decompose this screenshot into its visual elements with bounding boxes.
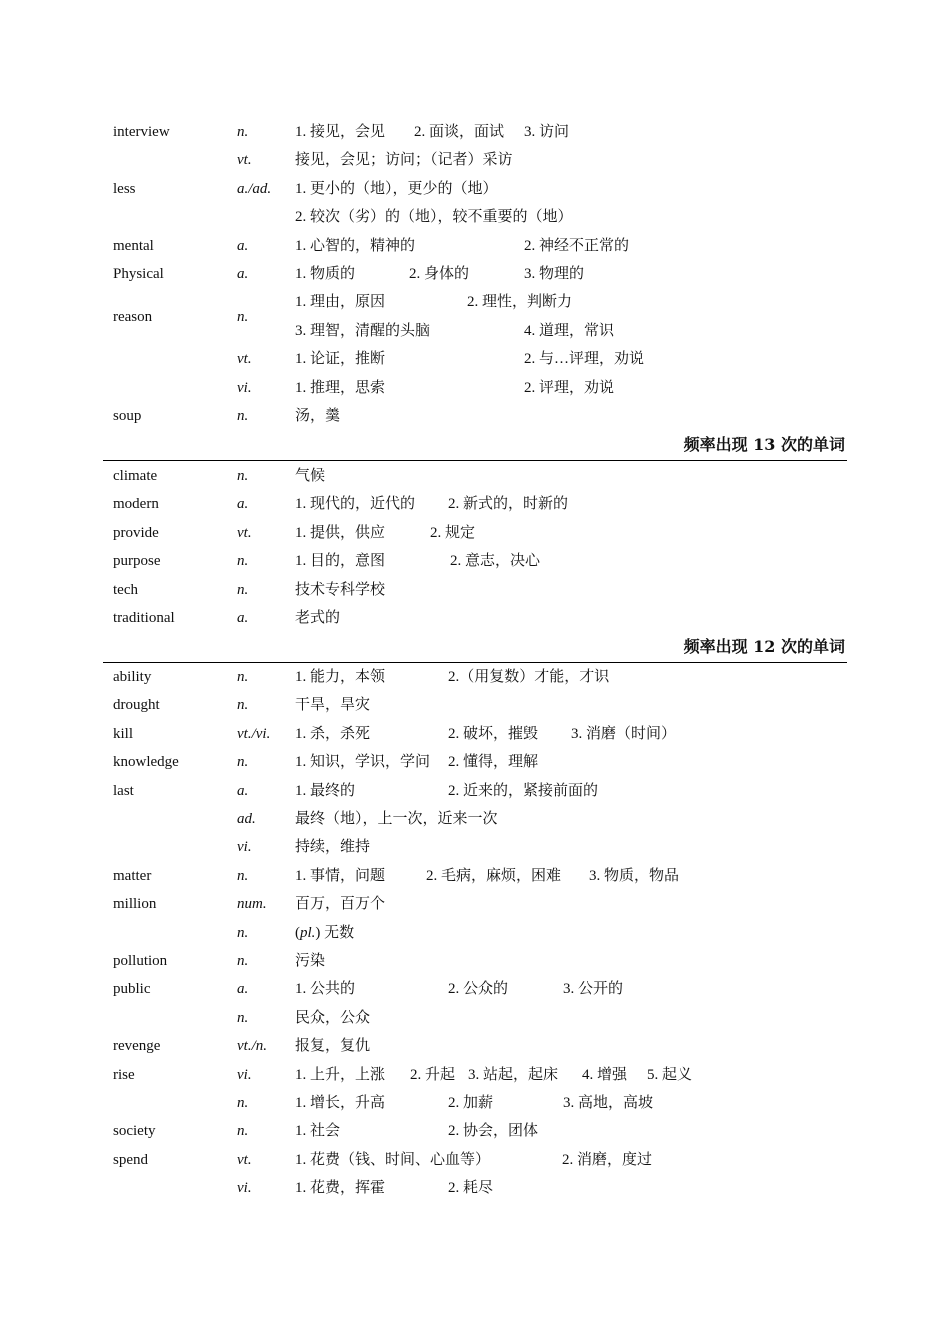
part-of-speech: n. [237, 953, 249, 969]
definition-item: 1. 目的，意图 [295, 553, 386, 570]
headword-row [0, 120, 950, 144]
definition-line [0, 347, 950, 371]
definition-item: 1. 接见，会见 [295, 124, 386, 140]
part-of-speech: a. [237, 496, 249, 513]
definition-item: 1. 公共的 [295, 981, 356, 998]
definition-item: 接见，会见；访问；（记者）采访 [295, 152, 513, 169]
headword: million [113, 896, 157, 913]
definition-item: 百万，百万个 [295, 896, 386, 913]
headword: soup [113, 408, 142, 424]
definition-item [295, 921, 354, 945]
part-of-speech: ad. [237, 811, 256, 827]
definition-item: 2. 评理，劝说 [524, 379, 615, 396]
headword: less [113, 180, 136, 197]
headword-row [0, 305, 950, 329]
part-of-speech: vt. [237, 524, 252, 541]
section-divider [103, 460, 847, 461]
headword-row [0, 665, 950, 689]
definition-item: 4. 道理，常识 [524, 322, 615, 339]
headword: interview [113, 124, 170, 140]
definition-item: 2. 规定 [430, 524, 476, 541]
headword-row [0, 864, 950, 888]
part-of-speech: vt. [237, 152, 252, 169]
definition-item: 2. 较次（劣）的（地），较不重要的（地） [295, 209, 573, 226]
definition-item: 2. 近来的，紧接前面的 [448, 782, 599, 799]
headword-row [0, 1063, 950, 1087]
definition-item: 1. 社会 [295, 1123, 341, 1140]
headword-row [0, 234, 950, 258]
definition-item: 老式的 [295, 610, 341, 626]
definition-item: 3. 访问 [524, 124, 570, 140]
definition-item: 2. 与…评理，劝说 [524, 351, 645, 368]
headword-row [0, 492, 950, 516]
headword: tech [113, 581, 138, 598]
definition-item: 最终（地），上一次，近来一次 [295, 811, 498, 827]
definition-item: 2. 新式的，时新的 [448, 496, 569, 513]
part-of-speech: vt. [237, 1151, 252, 1168]
definition-item: 2. 破坏，摧毁 [448, 725, 539, 742]
part-of-speech: n. [237, 697, 249, 714]
part-of-speech: a. [237, 981, 249, 998]
definition-line [0, 1176, 950, 1200]
part-of-speech: a. [237, 610, 249, 626]
headword-row [0, 262, 950, 286]
headword: mental [113, 237, 154, 254]
plural-marker: pl. [300, 924, 316, 941]
definition-item: 1. 物质的 [295, 266, 356, 282]
definition-item: 汤，羹 [295, 408, 341, 424]
definition-item: 2. 协会，团体 [448, 1123, 539, 1140]
part-of-speech: n. [237, 1009, 249, 1026]
part-of-speech: n. [237, 408, 249, 424]
definition-item: 1. 能力，本领 [295, 669, 386, 685]
part-of-speech: num. [237, 896, 267, 913]
definition-item: 1. 提供，供应 [295, 524, 386, 541]
definition-item: 2. 加薪 [448, 1095, 494, 1111]
headword: public [113, 981, 151, 998]
definition-item: 1. 花费（钱、时间、心血等） [295, 1151, 491, 1168]
headword-row [0, 892, 950, 916]
headword: modern [113, 496, 159, 513]
headword-row [0, 464, 950, 488]
headword-row [0, 404, 950, 428]
definition-line [0, 921, 950, 945]
definition-item: 1. 理由，原因 [295, 294, 386, 311]
part-of-speech: n. [237, 124, 249, 140]
headword: ability [113, 669, 152, 685]
definition-item: 2. 意志，决心 [450, 553, 541, 570]
definition-text: ( [295, 924, 300, 941]
part-of-speech: a. [237, 782, 249, 799]
definition-item: 1. 事情，问题 [295, 867, 386, 884]
definition-item: 1. 现代的，近代的 [295, 496, 416, 513]
section-divider [103, 662, 847, 663]
definition-item: 干旱，旱灾 [295, 697, 371, 714]
headword: last [113, 782, 134, 799]
part-of-speech: n. [237, 669, 249, 685]
definition-item: 污染 [295, 953, 326, 969]
definition-item: 1. 上升，上涨 [295, 1066, 386, 1083]
part-of-speech: n. [237, 468, 249, 484]
definition-item: 1. 更小的（地），更少的（地） [295, 180, 498, 197]
definition-item: 4. 增强 [582, 1066, 628, 1083]
definition-line [0, 205, 950, 229]
definition-item: 持续，维持 [295, 839, 371, 856]
headword: purpose [113, 553, 161, 570]
headword: pollution [113, 953, 168, 969]
part-of-speech: vt./vi. [237, 725, 271, 742]
headword-row [0, 977, 950, 1001]
definition-item: 2. 理性，判断力 [467, 294, 573, 311]
part-of-speech: n. [237, 553, 249, 570]
definition-item: 2.（用复数）才能，才识 [448, 669, 610, 685]
headword: traditional [113, 610, 175, 626]
definition-item: 2. 升起 [410, 1066, 456, 1083]
headword-row [0, 750, 950, 774]
part-of-speech: vi. [237, 1066, 252, 1083]
headword-row [0, 521, 950, 545]
part-of-speech: vi. [237, 379, 252, 396]
headword-row [0, 949, 950, 973]
part-of-speech: n. [237, 754, 249, 771]
definition-item: 1. 最终的 [295, 782, 356, 799]
headword: matter [113, 867, 152, 884]
definition-item: 技术专科学校 [295, 581, 386, 598]
headword: reason [113, 308, 153, 325]
headword: Physical [113, 266, 164, 282]
definition-item: 3. 高地，高坡 [563, 1095, 654, 1111]
part-of-speech: a. [237, 237, 249, 254]
headword: provide [113, 524, 159, 541]
headword-row [0, 1119, 950, 1143]
headword-row [0, 722, 950, 746]
headword: rise [113, 1066, 135, 1083]
part-of-speech: a. [237, 266, 249, 282]
headword: spend [113, 1151, 148, 1168]
part-of-speech: n. [237, 1123, 249, 1140]
headword-row [0, 578, 950, 602]
part-of-speech: vt. [237, 351, 252, 368]
definition-item: 5. 起义 [647, 1066, 693, 1083]
definition-item: 2. 公众的 [448, 981, 509, 998]
definition-item: 3. 物质，物品 [589, 867, 680, 884]
headword: society [113, 1123, 156, 1140]
definition-item: 3. 站起，起床 [468, 1066, 559, 1083]
definition-item: 3. 理智，清醒的头脑 [295, 322, 431, 339]
headword-row [0, 1148, 950, 1172]
definition-line [0, 807, 950, 831]
definition-item: 3. 公开的 [563, 981, 624, 998]
headword-row [0, 1034, 950, 1058]
definition-line [0, 376, 950, 400]
definition-item: 2. 耗尽 [448, 1180, 494, 1197]
definition-item: 2. 懂得，理解 [448, 754, 539, 771]
definition-item: 1. 花费，挥霍 [295, 1180, 386, 1197]
definition-item: 1. 心智的，精神的 [295, 237, 416, 254]
headword: revenge [113, 1038, 161, 1055]
definition-line [0, 835, 950, 859]
headword-row [0, 606, 950, 630]
headword-row [0, 693, 950, 717]
part-of-speech: n. [237, 308, 249, 325]
definition-item: 1. 论证，推断 [295, 351, 386, 368]
section-heading: 频率出现 12 次的单词 [683, 637, 845, 656]
definition-text: ) 无数 [315, 924, 355, 941]
part-of-speech: vi. [237, 1180, 252, 1197]
headword-row [0, 549, 950, 573]
definition-item: 3. 物理的 [524, 266, 585, 282]
definition-item: 1. 增长，升高 [295, 1095, 386, 1111]
headword-row [0, 779, 950, 803]
headword-row [0, 177, 950, 201]
part-of-speech: n. [237, 867, 249, 884]
headword: climate [113, 468, 158, 484]
part-of-speech: n. [237, 1095, 249, 1111]
part-of-speech: a./ad. [237, 180, 272, 197]
definition-item: 2. 神经不正常的 [524, 237, 630, 254]
definition-line [0, 1091, 950, 1115]
part-of-speech: vi. [237, 839, 252, 856]
definition-item: 3. 消磨（时间） [571, 725, 677, 742]
definition-item: 2. 毛病，麻烦，困难 [426, 867, 562, 884]
headword: knowledge [113, 754, 179, 771]
definition-item: 2. 身体的 [409, 266, 470, 282]
definition-line [0, 148, 950, 172]
headword: drought [113, 697, 160, 714]
part-of-speech: n. [237, 924, 249, 941]
headword: kill [113, 725, 134, 742]
part-of-speech: vt./n. [237, 1038, 267, 1055]
part-of-speech: n. [237, 581, 249, 598]
definition-item: 气候 [295, 468, 326, 484]
definition-item: 1. 杀，杀死 [295, 725, 371, 742]
definition-item: 2. 消磨，度过 [562, 1151, 653, 1168]
definition-item: 民众，公众 [295, 1009, 371, 1026]
definition-item: 1. 推理，思索 [295, 379, 386, 396]
definition-item: 2. 面谈，面试 [414, 124, 505, 140]
section-heading: 频率出现 13 次的单词 [683, 435, 845, 454]
definition-line [0, 1006, 950, 1030]
definition-item: 1. 知识，学识，学问 [295, 754, 431, 771]
definition-item: 报复，复仇 [295, 1038, 371, 1055]
